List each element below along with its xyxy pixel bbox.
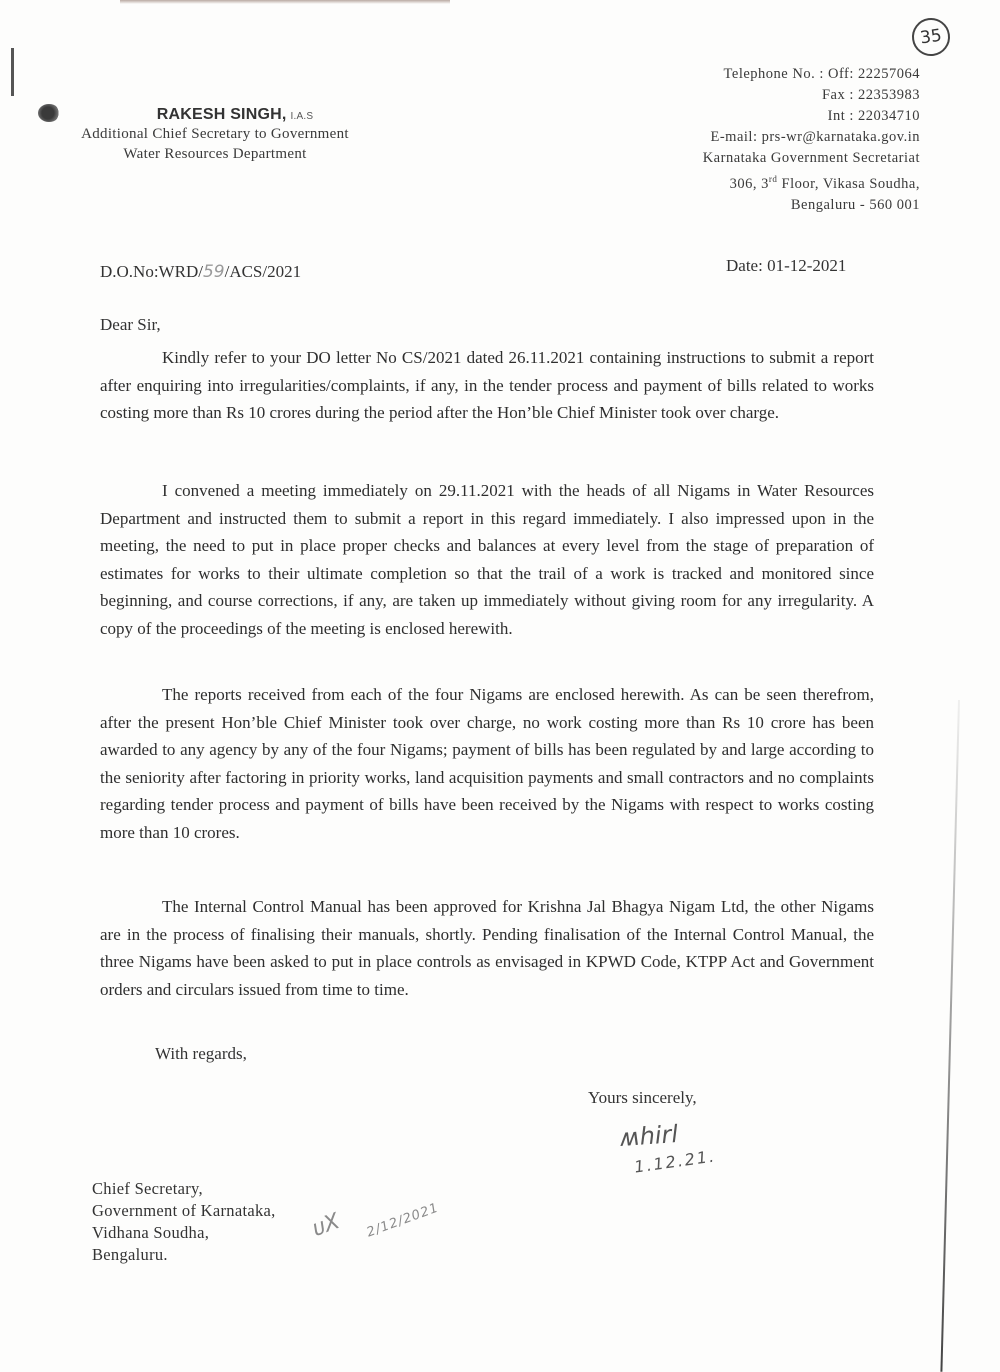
signature-date: 1.12.21. [633,1146,718,1177]
reference-suffix: /ACS/2021 [224,262,302,281]
handwritten-page-number [910,16,953,59]
body-paragraph-3: The reports received from each of the four Nigams are enclosed herewith. As can be seen therefrom, after the present Hon’ble Chief Minister took over charge, no work costing more than Rs 10 crore has been awarded to any agency by any of the four Nigams; payment of bills has been regulated by and large according to the seniority after factoring in priority works, land acquisition payments and small contractors and no complaints regarding tender process and payment of bills have been received by the Nigams with respect to works costing more than 10 crores. [100,685,874,842]
margin-mark [11,48,14,96]
contact-fax: Fax : 22353983 [821,87,920,103]
recipient-organization: Government of Karnataka, [92,1201,276,1220]
salutation: Dear Sir, [100,315,161,334]
reference-handwritten-number: 59 [202,262,225,282]
sign-off: Yours sincerely, [588,1088,697,1107]
sender-designation: Additional Chief Secretary to Government [81,126,349,142]
letterhead-contact [703,64,920,216]
address-suffix: Floor, Vikasa Soudha, [777,175,920,192]
recipient-city: Bengaluru. [92,1245,168,1264]
contact-email: E-mail: prs-wr@karnataka.gov.in [710,129,920,145]
scan-edge-line [940,700,960,1372]
handwritten-initials [308,1200,450,1275]
initials-date: 2/12/2021 [364,1200,441,1241]
address-prefix: 306, 3 [729,175,769,192]
address-sup: rd [768,174,778,184]
initials-mark: ᴜX [308,1209,344,1242]
contact-city: Bengaluru - 560 001 [790,196,920,213]
body-paragraph-4: The Internal Control Manual has been approved for Krishna Jal Bhagya Nigam Ltd, the other Nigams are in the process of finalising their manuals, shortly. Pending finalisation of the Internal Control Manual, the three Nigams have been asked to put in place controls as envisaged in KPWD Code, KTPP Act and Government orders and circulars issued from time to time. [100,897,874,999]
contact-office: Karnataka Government Secretariat [702,150,920,166]
letterhead-sender [30,106,400,164]
sender-suffix: I.A.S [290,111,314,122]
letter-date: Date: 01-12-2021 [726,256,847,275]
sender-department: Water Resources Department [123,146,307,162]
closing: With regards, [155,1044,247,1063]
body-paragraph-1: Kindly refer to your DO letter No CS/2021 dated 26.11.2021 containing instructions to submit a report after enquiring into irregularities/complaints, if any, in the tender process and payment of bills related to works costing more than Rs 10 crores during the period after the Hon’ble Chief Minister took over charge. [100,348,874,422]
sender-name-text: RAKESH SINGH, [156,106,287,123]
recipient-address [92,1178,276,1266]
reference-number [100,262,301,282]
reference-prefix: D.O.No:WRD/ [100,262,203,281]
recipient-title: Chief Secretary, [92,1179,203,1198]
page-number-text: 35 [918,25,944,49]
contact-address [703,169,920,195]
contact-intercom: Int : 22034710 [827,108,920,124]
scan-top-edge [120,0,450,4]
sender-name [30,106,400,124]
body-paragraph-2: I convened a meeting immediately on 29.11.2021 with the heads of all Nigams in Water Resources Department and instructed them to submit a report in this regard immediately. I also impressed upon in the meeting, the need to put in place proper checks and balances at every level from the stage of preparation of estimates for works to their ultimate completion so that the trail of a work is tracked and monitored since beginning, and course corrections, if any, are taken up immediately without giving room for any irregularity. A copy of the proceedings of the meeting is enclosed herewith. [100,481,874,638]
recipient-building: Vidhana Soudha, [92,1223,210,1242]
contact-telephone: Telephone No. : Off: 22257064 [723,66,920,82]
handwritten-signature [612,1122,782,1184]
signature-scrawl: ʍhirl [619,1120,679,1152]
